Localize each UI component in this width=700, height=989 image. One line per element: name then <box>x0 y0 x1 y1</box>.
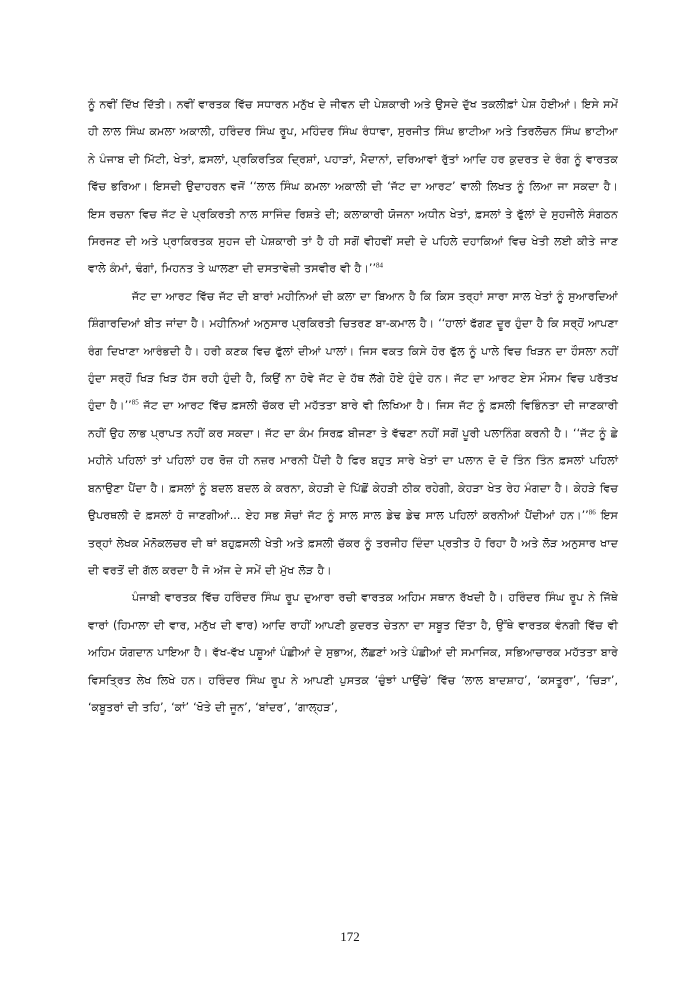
paragraph-2-text-end: ਇਸ ਤਰ੍ਹਾਂ ਲੇਖਕ ਮੋਨੋਕਲਚਰ ਦੀ ਥਾਂ ਬਹੁਫ਼ਸਲੀ ਖੇਤੀ ਅਤੇ ਫ਼ਸਲੀ ਚੱਕਰ ਨੂੰ ਤਰਜੀਹ ਦਿੰਦਾ ਪ੍ਰਤੀਤ ਹੋ ਰਿਹਾ ਹੈ ਅਤੇ ਲੋੜ ਅਨੁਸਾਰ ਖਾਦ ਦੀ ਵਰਤੋਂ ਦੀ ਗੱਲ ਕਰਦਾ ਹੈ ਜੋ ਅੱਜ ਦੇ ਸਮੇਂ ਦੀ ਮੁੱਖ ਲੋੜ ਹੈ। <box>88 509 619 577</box>
paragraph-1-text: ਨੂੰ ਨਵੀਂ ਦਿੱਖ ਦਿੱਤੀ। ਨਵੀਂ ਵਾਰਤਕ ਵਿੱਚ ਸਧਾਰਨ ਮਨੁੱਖ ਦੇ ਜੀਵਨ ਦੀ ਪੇਸ਼ਕਾਰੀ ਅਤੇ ਉਸਦੇ ਦੁੱਖ ਤਕਲੀਫ਼ਾਂ ਪੇਸ਼ ਹੋਈਆਂ। ਇਸੇ ਸਮੇਂ ਹੀ ਲਾਲ ਸਿੰਘ ਕਮਲਾ ਅਕਾਲੀ, ਹਰਿੰਦਰ ਸਿੰਘ ਰੂਪ, ਮਹਿੰਦਰ ਸਿੰਘ ਰੰਧਾਵਾ, ਸੁਰਜੀਤ ਸਿੰਘ ਭਾਟੀਆ ਅਤੇ ਤਿਰਲੋਚਨ ਸਿੰਘ ਭਾਟੀਆ ਨੇ ਪੰਜਾਬ ਦੀ ਮਿੱਟੀ, ਖੇਤਾਂ, ਫ਼ਸਲਾਂ, ਪ੍ਰਕਿਰਤਿਕ ਦ੍ਰਿਸ਼ਾਂ, ਪਹਾੜਾਂ, ਮੈਦਾਨਾਂ, ਦਰਿਆਵਾਂ ਰੁੱਤਾਂ ਆਦਿ ਹਰ ਕੁਦਰਤ ਦੇ ਰੰਗ ਨੂੰ ਵਾਰਤਕ ਵਿੱਚ ਭਰਿਆ। ਇਸਦੀ ਉਦਾਹਰਨ ਵਜੋਂ ‘‘ਲਾਲ ਸਿੰਘ ਕਮਲਾ ਅਕਾਲੀ ਦੀ ‘ਜੱਟ ਦਾ ਆਰਟ’ ਵਾਲੀ ਲਿਖਤ ਨੂੰ ਲਿਆ ਜਾ ਸਕਦਾ ਹੈ। ਇਸ ਰਚਨਾ ਵਿਚ ਜੱਟ ਦੇ ਪ੍ਰਕਿਰਤੀ ਨਾਲ ਸਾਜਿੰਦ ਰਿਸ਼ਤੇ ਦੀ; ਕਲਾਕਾਰੀ ਯੋਜਨਾ ਅਧੀਨ ਖੇਤਾਂ, ਫ਼ਸਲਾਂ ਤੇ ਫੁੱਲਾਂ ਦੇ ਸੁਹਜੀਲੇ ਸੰਗਠਨ ਸਿਰਜਣ ਦੀ ਅਤੇ ਪ੍ਰਾਕਿਰਤਕ ਸੁਹਜ ਦੀ ਪੇਸ਼ਕਾਰੀ ਤਾਂ ਹੈ ਹੀ ਸਗੋਂ ਵੀਹਵੀਂ ਸਦੀ ਦੇ ਪਹਿਲੇ ਦਹਾਕਿਆਂ ਵਿਚ ਖੇਤੀ ਲਈ ਕੀਤੇ ਜਾਣ ਵਾਲੇ ਕੰਮਾਂ, ਢੰਗਾਂ, ਮਿਹਨਤ ਤੇ ਘਾਲਣਾ ਦੀ ਦਸਤਾਵੇਜ਼ੀ ਤਸਵੀਰ ਵੀ ਹੈ।’’ <box>88 98 618 276</box>
footnote-marker-86: 86 <box>588 508 596 517</box>
paragraph-1 <box>88 91 618 283</box>
body-text <box>88 91 618 721</box>
page-number: 172 <box>340 929 360 944</box>
paragraph-2 <box>88 283 618 584</box>
footnote-marker-84: 84 <box>376 261 384 270</box>
paragraph-3-text: ਪੰਜਾਬੀ ਵਾਰਤਕ ਵਿੱਚ ਹਰਿੰਦਰ ਸਿੰਘ ਰੂਪ ਦੁਆਰਾ ਰਚੀ ਵਾਰਤਕ ਅਹਿਮ ਸਥਾਨ ਰੱਖਦੀ ਹੈ। ਹਰਿੰਦਰ ਸਿੰਘ ਰੂਪ ਨੇ ਜਿੱਥੇ ਵਾਰਾਂ (ਹਿਮਾਲਾ ਦੀ ਵਾਰ, ਮਨੁੱਖ ਦੀ ਵਾਰ) ਆਦਿ ਰਾਹੀਂ ਆਪਣੀ ਕੁਦਰਤ ਚੇਤਨਾ ਦਾ ਸਬੂਤ ਦਿੱਤਾ ਹੈ, ਉੱਥੇ ਵਾਰਤਕ ਵੰਨਗੀ ਵਿੱਚ ਵੀ ਅਹਿਮ ਯੋਗਦਾਨ ਪਾਇਆ ਹੈ। ਵੱਖ-ਵੱਖ ਪਸ਼ੂਆਂ ਪੰਛੀਆਂ ਦੇ ਸੁਭਾਅ, ਲੱਛਣਾਂ ਅਤੇ ਪੰਛੀਆਂ ਦੀ ਸਮਾਜਿਕ, ਸਭਿਆਚਾਰਕ ਮਹੱਤਤਾ ਬਾਰੇ ਵਿਸਤ੍ਰਿਤ ਲੇਖ ਲਿਖੇ ਹਨ। ਹਰਿੰਦਰ ਸਿੰਘ ਰੂਪ ਨੇ ਆਪਣੀ ਪੁਸਤਕ ‘ਚੁੰਝਾਂ ਪਾਉਂਚੇ’ ਵਿੱਚ ‘ਲਾਲ ਬਾਦਸ਼ਾਹ’, ‘ਕਸਤੂਰਾ’, ‘ਚਿੜਾ’, ‘ਕਬੂਤਰਾਂ ਦੀ ਤਹਿ’, ‘ਕਾਂ’ ‘ਖੋਤੇ ਦੀ ਜੂਨ’, ‘ਬਾਂਦਰ’, ‘ਗਾਲ੍ਹੜ’, <box>88 591 618 714</box>
paragraph-3 <box>88 584 618 721</box>
paragraph-2-text-continued: ਜੱਟ ਦਾ ਆਰਟ ਵਿੱਚ ਫ਼ਸਲੀ ਚੱਕਰ ਦੀ ਮਹੱਤਤਾ ਬਾਰੇ ਵੀ ਲਿਖਿਆ ਹੈ। ਜਿਸ ਜੱਟ ਨੂੰ ਫ਼ਸਲੀ ਵਿਭਿੰਨਤਾ ਦੀ ਜਾਣਕਾਰੀ ਨਹੀਂ ਉਹ ਲਾਭ ਪ੍ਰਾਪਤ ਨਹੀਂ ਕਰ ਸਕਦਾ। ਜੱਟ ਦਾ ਕੰਮ ਸਿਰਫ਼ ਬੀਜਣਾ ਤੇ ਵੱਢਣਾ ਨਹੀਂ ਸਗੋਂ ਪੂਰੀ ਪਲਾਨਿੰਗ ਕਰਨੀ ਹੈ। ‘‘ਜੱਟ ਨੂੰ ਛੇ ਮਹੀਨੇ ਪਹਿਲਾਂ ਤਾਂ ਪਹਿਲਾਂ ਹਰ ਰੋਜ਼ ਹੀ ਨਜ਼ਰ ਮਾਰਨੀ ਪੈਂਦੀ ਹੈ ਫਿਰ ਬਹੁਤ ਸਾਰੇ ਖੇਤਾਂ ਦਾ ਪਲਾਨ ਦੋ ਦੋ ਤਿੰਨ ਤਿੰਨ ਫ਼ਸਲਾਂ ਪਹਿਲਾਂ ਬਨਾਉਣਾ ਪੈਂਦਾ ਹੈ। ਫ਼ਸਲਾਂ ਨੂੰ ਬਦਲ ਬਦਲ ਕੇ ਕਰਨਾ, ਕੇਹੜੀ ਦੇ ਪਿੱਛੋਂ ਕੇਹੜੀ ਠੀਕ ਰਹੇਗੀ, ਕੇਹੜਾ ਖੇਤ ਰੇਹ ਮੰਗਦਾ ਹੈ। ਕੇਹੜੇ ਵਿਚ ਉਪਰਥਲੀ ਦੋ ਫ਼ਸਲਾਂ ਹੋ ਜਾਣਗੀਆਂ... ਏਹ ਸਭ ਸੋਚਾਂ ਜੱਟ ਨੂੰ ਸਾਲ ਸਾਲ ਡੇਢ ਡੇਢ ਸਾਲ ਪਹਿਲਾਂ ਕਰਨੀਆਂ ਪੈਂਦੀਆਂ ਹਨ।’’ <box>88 399 618 523</box>
footnote-marker-85: 85 <box>131 398 139 407</box>
paragraph-2-text: ਜੱਟ ਦਾ ਆਰਟ ਵਿੱਚ ਜੱਟ ਦੀ ਬਾਰਾਂ ਮਹੀਨਿਆਂ ਦੀ ਕਲਾ ਦਾ ਬਿਆਨ ਹੈ ਕਿ ਕਿਸ ਤਰ੍ਹਾਂ ਸਾਰਾ ਸਾਲ ਖੇਤਾਂ ਨੂੰ ਸੁਆਰਦਿਆਂ ਸ਼ਿੰਗਾਰਦਿਆਂ ਬੀਤ ਜਾਂਦਾ ਹੈ। ਮਹੀਨਿਆਂ ਅਨੁਸਾਰ ਪ੍ਰਕਿਰਤੀ ਚਿਤਰਣ ਬਾ-ਕਮਾਲ ਹੈ। ‘‘ਹਾਲਾਂ ਫੱਗਣ ਦੂਰ ਹੁੰਦਾ ਹੈ ਕਿ ਸਰ੍ਹੋਂ ਆਪਣਾ ਰੰਗ ਦਿਖਾਣਾ ਆਰੰਭਦੀ ਹੈ। ਹਰੀ ਕਣਕ ਵਿਚ ਫੁੱਲਾਂ ਦੀਆਂ ਪਾਲਾਂ। ਜਿਸ ਵਕਤ ਕਿਸੇ ਹੋਰ ਫੁੱਲ ਨੂੰ ਪਾਲੇ ਵਿਚ ਖਿੜਨ ਦਾ ਹੌਸਲਾ ਨਹੀਂ ਹੁੰਦਾ ਸਰ੍ਹੋਂ ਖਿੜ ਖਿੜ ਹੱਸ ਰਹੀ ਹੁੰਦੀ ਹੈ, ਕਿਉਂ ਨਾ ਹੋਵੇ ਜੱਟ ਦੇ ਹੱਥ ਲੱਗੇ ਹੋਏ ਹੁੰਦੇ ਹਨ। ਜੱਟ ਦਾ ਆਰਟ ਏਸ ਮੌਸਮ ਵਿਚ ਪਰੱਤਖ ਹੁੰਦਾ ਹੈ।’’ <box>88 289 618 413</box>
